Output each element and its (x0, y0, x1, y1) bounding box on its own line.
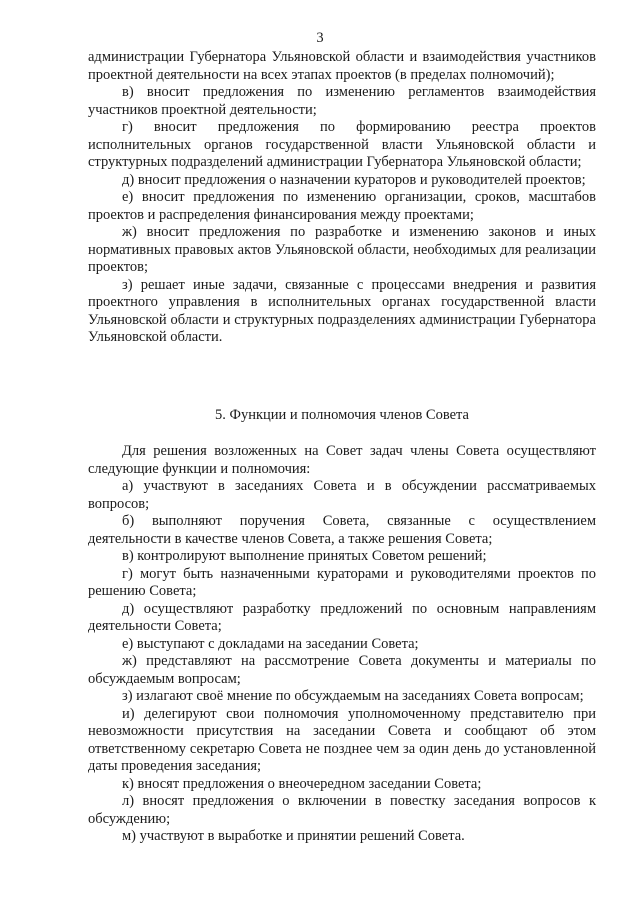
paragraph-item-zh: ж) представляют на рассмотрение Совета документы и материалы по обсуждаемым вопросам; (88, 653, 596, 687)
paragraph-item-b: б) выполняют поручения Совета, связанные с осуществлением деятельности в качестве членов Совета, а также решения Совета; (88, 513, 596, 547)
paragraph-item-g: г) могут быть назначенными кураторами и руководителями проектов по решению Совета; (88, 565, 596, 599)
paragraph-item-d: д) вносит предложения о назначении кураторов и руководителей проектов; (122, 171, 586, 188)
paragraph-item-d: д) осуществляют разработку предложений по основным направлениям деятельности Совета; (88, 600, 596, 634)
paragraph-item-g: г) вносит предложения по формированию реестра проектов исполнительных органов государственной власти Ульяновской области и структурных подразделений администрации Губернатора Ульяновской области; (88, 119, 596, 170)
paragraph-item-a: а) участвуют в заседаниях Совета и в обсуждении рассматриваемых вопросов; (88, 478, 596, 512)
section-heading: 5. Функции и полномочия членов Совета (215, 407, 469, 423)
paragraph-item-l: л) вносят предложения о включении в повестку заседания вопросов к обсуждению; (88, 793, 596, 827)
paragraph-intro: Для решения возложенных на Совет задач члены Совета осуществляют следующие функции и полномочия: (88, 443, 596, 477)
paragraph-item-z: з) излагают своё мнение по обсуждаемым на заседаниях Совета вопросам; (122, 688, 584, 704)
paragraph-item-v: в) контролируют выполнение принятых Советом решений; (122, 548, 487, 564)
paragraph-item-e: е) выступают с докладами на заседании Совета; (122, 635, 419, 652)
section-5-heading-wrap (88, 407, 596, 425)
paragraph-item-i: и) делегируют свои полномочия уполномоченному представителю при невозможности присутствия на заседании Совета и сообщают об этом ответственному секретарю Совета не позднее чем за один день до установленной даты проведения заседания; (88, 705, 596, 774)
section-5-body (88, 443, 596, 846)
section-4-continuation (88, 49, 596, 347)
paragraph-item-z: з) решает иные задачи, связанные с процессами внедрения и развития проектного управления в исполнительных органах государственной власти Ульяновской области и структурных подразделениях администрации Губернатора Ульяновской области. (88, 276, 596, 345)
paragraph-item-m: м) участвуют в выработке и принятии решений Совета. (122, 828, 465, 844)
paragraph-item-e: е) вносит предложения по изменению организации, сроков, масштабов проектов и распределения финансирования между проектами; (88, 189, 596, 223)
page-number: 3 (316, 30, 324, 46)
paragraph-continuation: администрации Губернатора Ульяновской области и взаимодействия участников проектной деятельности на всех этапах проектов (в пределах полномочий); (88, 49, 596, 83)
paragraph-item-v: в) вносит предложения по изменению регламентов взаимодействия участников проектной деятельности; (88, 84, 596, 118)
paragraph-item-zh: ж) вносит предложения по разработке и изменению законов и иных нормативных правовых актов Ульяновской области, необходимых для реализации проектов; (88, 224, 596, 275)
paragraph-item-k: к) вносят предложения о внеочередном заседании Совета; (122, 775, 482, 792)
